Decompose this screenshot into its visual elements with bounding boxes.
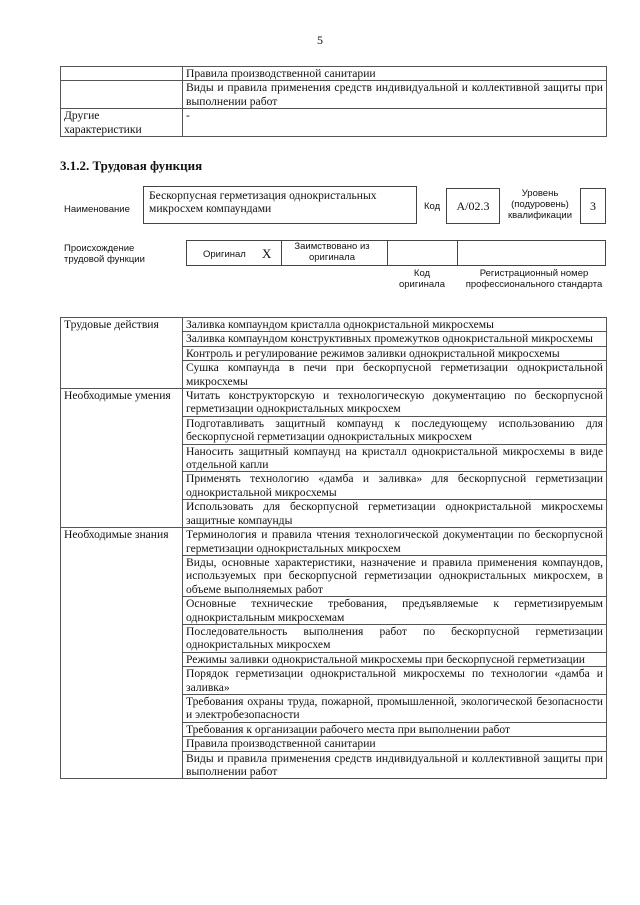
requirement-item: Порядок герметизации однокристальной микросхемы по технологии «дамба и заливка» (183, 667, 607, 695)
function-name: Бескорпусная герметизация однокристальных микросхем компаундами (143, 186, 417, 224)
origin-box (186, 240, 606, 266)
requirement-item: Основные технические требования, предъявляемые к герметизируемым однокристальным микросхемам (183, 597, 607, 625)
table-row (61, 528, 607, 556)
table-row (61, 81, 607, 109)
requirement-item: Заливка компаундом конструктивных промежутков однокристальной микросхемы (183, 332, 607, 346)
function-code: A/02.3 (446, 188, 500, 224)
original-mark: X (262, 246, 272, 261)
requirement-item: Виды, основные характеристики, назначение и правила применения компаундов, используемых при бескорпусной герметизации однокристальных микросхем, в объеме выполняемых работ (183, 555, 607, 596)
table-row (61, 109, 607, 137)
requirement-item: Применять технологию «дамба и заливка» для бескорпусной герметизации однокристальной микросхемы (183, 472, 607, 500)
row-label (61, 81, 183, 109)
group-label: Трудовые действия (61, 318, 183, 389)
requirement-item: Правила производственной санитарии (183, 737, 607, 751)
requirement-item: Сушка компаунда в печи при бескорпусной герметизации однокристальной микросхемы (183, 361, 607, 389)
page-number: 5 (317, 33, 323, 47)
row-label (61, 67, 183, 81)
table-row (61, 318, 607, 332)
requirement-item: Подготавливать защитный компаунд к последующему использованию для бескорпусной герметизации однокристальных микросхем (183, 416, 607, 444)
requirement-item: Требования охраны труда, пожарной, промышленной, экологической безопасности и электробезопасности (183, 694, 607, 722)
table-row (61, 389, 607, 417)
row-text: Виды и правила применения средств индивидуальной и коллективной защиты при выполнении работ (183, 81, 607, 109)
requirement-item: Контроль и регулирование режимов заливки однокристальной микросхемы (183, 346, 607, 360)
row-label: Другие характеристики (61, 109, 183, 137)
level-label: Уровень (подуровень) квалификации (507, 188, 573, 221)
requirement-item: Терминология и правила чтения технологической документации по бескорпусной герметизации однокристальных микросхем (183, 528, 607, 556)
code-caption: Код оригинала (398, 268, 445, 290)
origin-label: Происхождение трудовой функции (64, 243, 145, 265)
borrowed-label: Заимствовано из оригинала (294, 241, 370, 263)
group-label: Необходимые умения (61, 389, 183, 528)
requirement-item: Заливка компаундом кристалла однокристальной микросхемы (183, 318, 607, 332)
requirement-item: Режимы заливки однокристальной микросхемы при бескорпусной герметизации (183, 652, 607, 666)
requirement-item: Читать конструкторскую и технологическую документацию по бескорпусной герметизации однокристальных микросхем (183, 389, 607, 417)
row-text: Правила производственной санитарии (183, 67, 607, 81)
name-label: Наименование (64, 204, 130, 215)
code-label: Код (424, 201, 441, 212)
main-table (60, 317, 607, 779)
reg-caption: Регистрационный номер профессионального стандарта (465, 268, 603, 290)
requirement-item: Использовать для бескорпусной герметизации однокристальной микросхемы защитные компаунды (183, 500, 607, 528)
top-table (60, 66, 607, 137)
section-title: 3.1.2. Трудовая функция (60, 158, 203, 173)
level-value: 3 (580, 188, 606, 224)
row-text: - (183, 109, 607, 137)
group-label: Необходимые знания (61, 528, 183, 779)
requirement-item: Виды и правила применения средств индивидуальной и коллективной защиты при выполнении работ (183, 751, 607, 779)
requirement-item: Последовательность выполнения работ по бескорпусной герметизации однокристальных микросхем (183, 624, 607, 652)
table-row (61, 67, 607, 81)
requirement-item: Наносить защитный компаунд на кристалл однокристальной микросхемы в виде отдельной капли (183, 444, 607, 472)
requirement-item: Требования к организации рабочего места при выполнении работ (183, 722, 607, 736)
original-label: Оригинал (203, 249, 246, 260)
